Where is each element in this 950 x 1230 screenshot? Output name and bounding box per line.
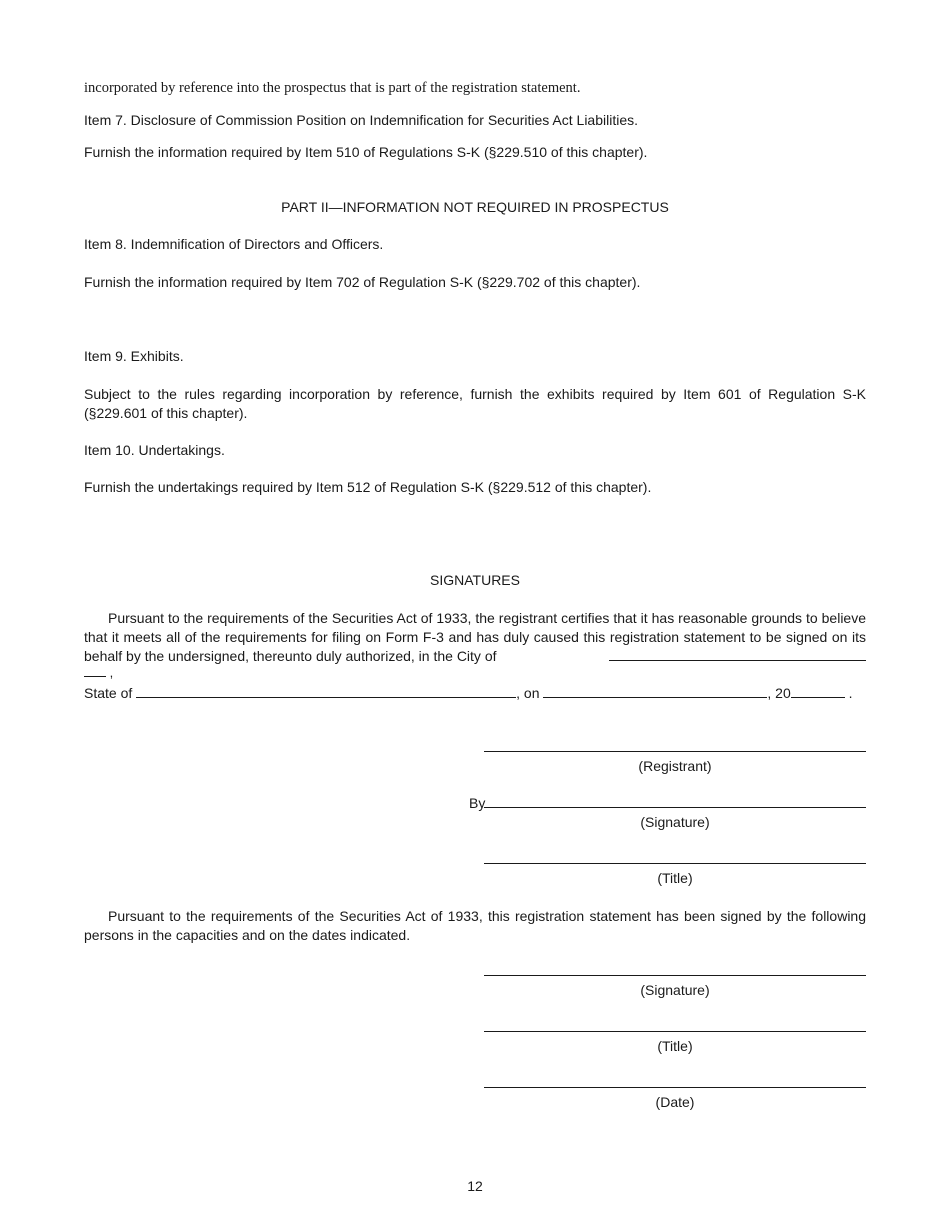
registrant-line[interactable]: [484, 751, 866, 752]
period: .: [848, 685, 853, 701]
item10-text: Furnish the undertakings required by Item 512 of Regulation S-K (§229.512 of this chapter).: [84, 479, 652, 495]
signatures-paragraph-1-text: Pursuant to the requirements of the Securities Act of 1933, the registrant certifies that it has reasonable grounds to believe that it meets all of the requirements for filing on Form F-3 and has duly caused this registration statement to be signed on its behalf by the undersigned, thereunto duly authorized, in the City of: [84, 610, 866, 664]
signature-label: (Signature): [640, 814, 710, 830]
continuation-text: incorporated by reference into the prospectus that is part of the registration statement.: [84, 80, 581, 96]
signature-label-2: (Signature): [640, 982, 710, 998]
on-label: , on: [516, 685, 540, 701]
title-line[interactable]: [484, 863, 866, 864]
part2-heading: PART II—INFORMATION NOT REQUIRED IN PROSPECTUS: [281, 199, 669, 215]
registrant-label: (Registrant): [638, 758, 712, 774]
title-label: (Title): [657, 870, 693, 886]
by-signature-line[interactable]: [484, 807, 866, 808]
signatures-paragraph-1: [84, 609, 866, 666]
signatures-heading: SIGNATURES: [430, 572, 520, 588]
title-label-2: (Title): [657, 1038, 693, 1054]
item8-text: Furnish the information required by Item 702 of Regulation S-K (§229.702 of this chapter).: [84, 274, 641, 290]
city-blank-continuation: [84, 665, 113, 680]
signature-line-2[interactable]: [484, 975, 866, 976]
item7-text: Furnish the information required by Item 510 of Regulations S-K (§229.510 of this chapter).: [84, 144, 648, 160]
state-label: State of: [84, 685, 133, 701]
item8-heading: Item 8. Indemnification of Directors and Officers.: [84, 236, 384, 252]
date-label: (Date): [655, 1094, 695, 1110]
item10-heading: Item 10. Undertakings.: [84, 442, 225, 458]
item9-text: Subject to the rules regarding incorporation by reference, furnish the exhibits required by Item 601 of Regulation S-K (§229.601 of this chapter).: [84, 386, 866, 421]
city-comma: ,: [109, 665, 114, 680]
city-blank-tail[interactable]: [84, 666, 106, 677]
year-blank[interactable]: [791, 683, 845, 698]
state-date-line: [84, 683, 853, 701]
page-number: 12: [467, 1178, 483, 1194]
signatures-paragraph-2: Pursuant to the requirements of the Securities Act of 1933, this registration statement has been signed by the following persons in the capacities and on the dates indicated.: [84, 908, 866, 943]
by-label: By: [469, 795, 486, 811]
date-blank[interactable]: [543, 683, 767, 698]
state-blank[interactable]: [136, 683, 516, 698]
year-label: , 20: [767, 685, 791, 701]
title-line-2[interactable]: [484, 1031, 866, 1032]
item7-heading: Item 7. Disclosure of Commission Position on Indemnification for Securities Act Liabilities.: [84, 112, 639, 128]
city-blank[interactable]: [609, 660, 866, 661]
date-line[interactable]: [484, 1087, 866, 1088]
item9-heading: Item 9. Exhibits.: [84, 348, 184, 364]
